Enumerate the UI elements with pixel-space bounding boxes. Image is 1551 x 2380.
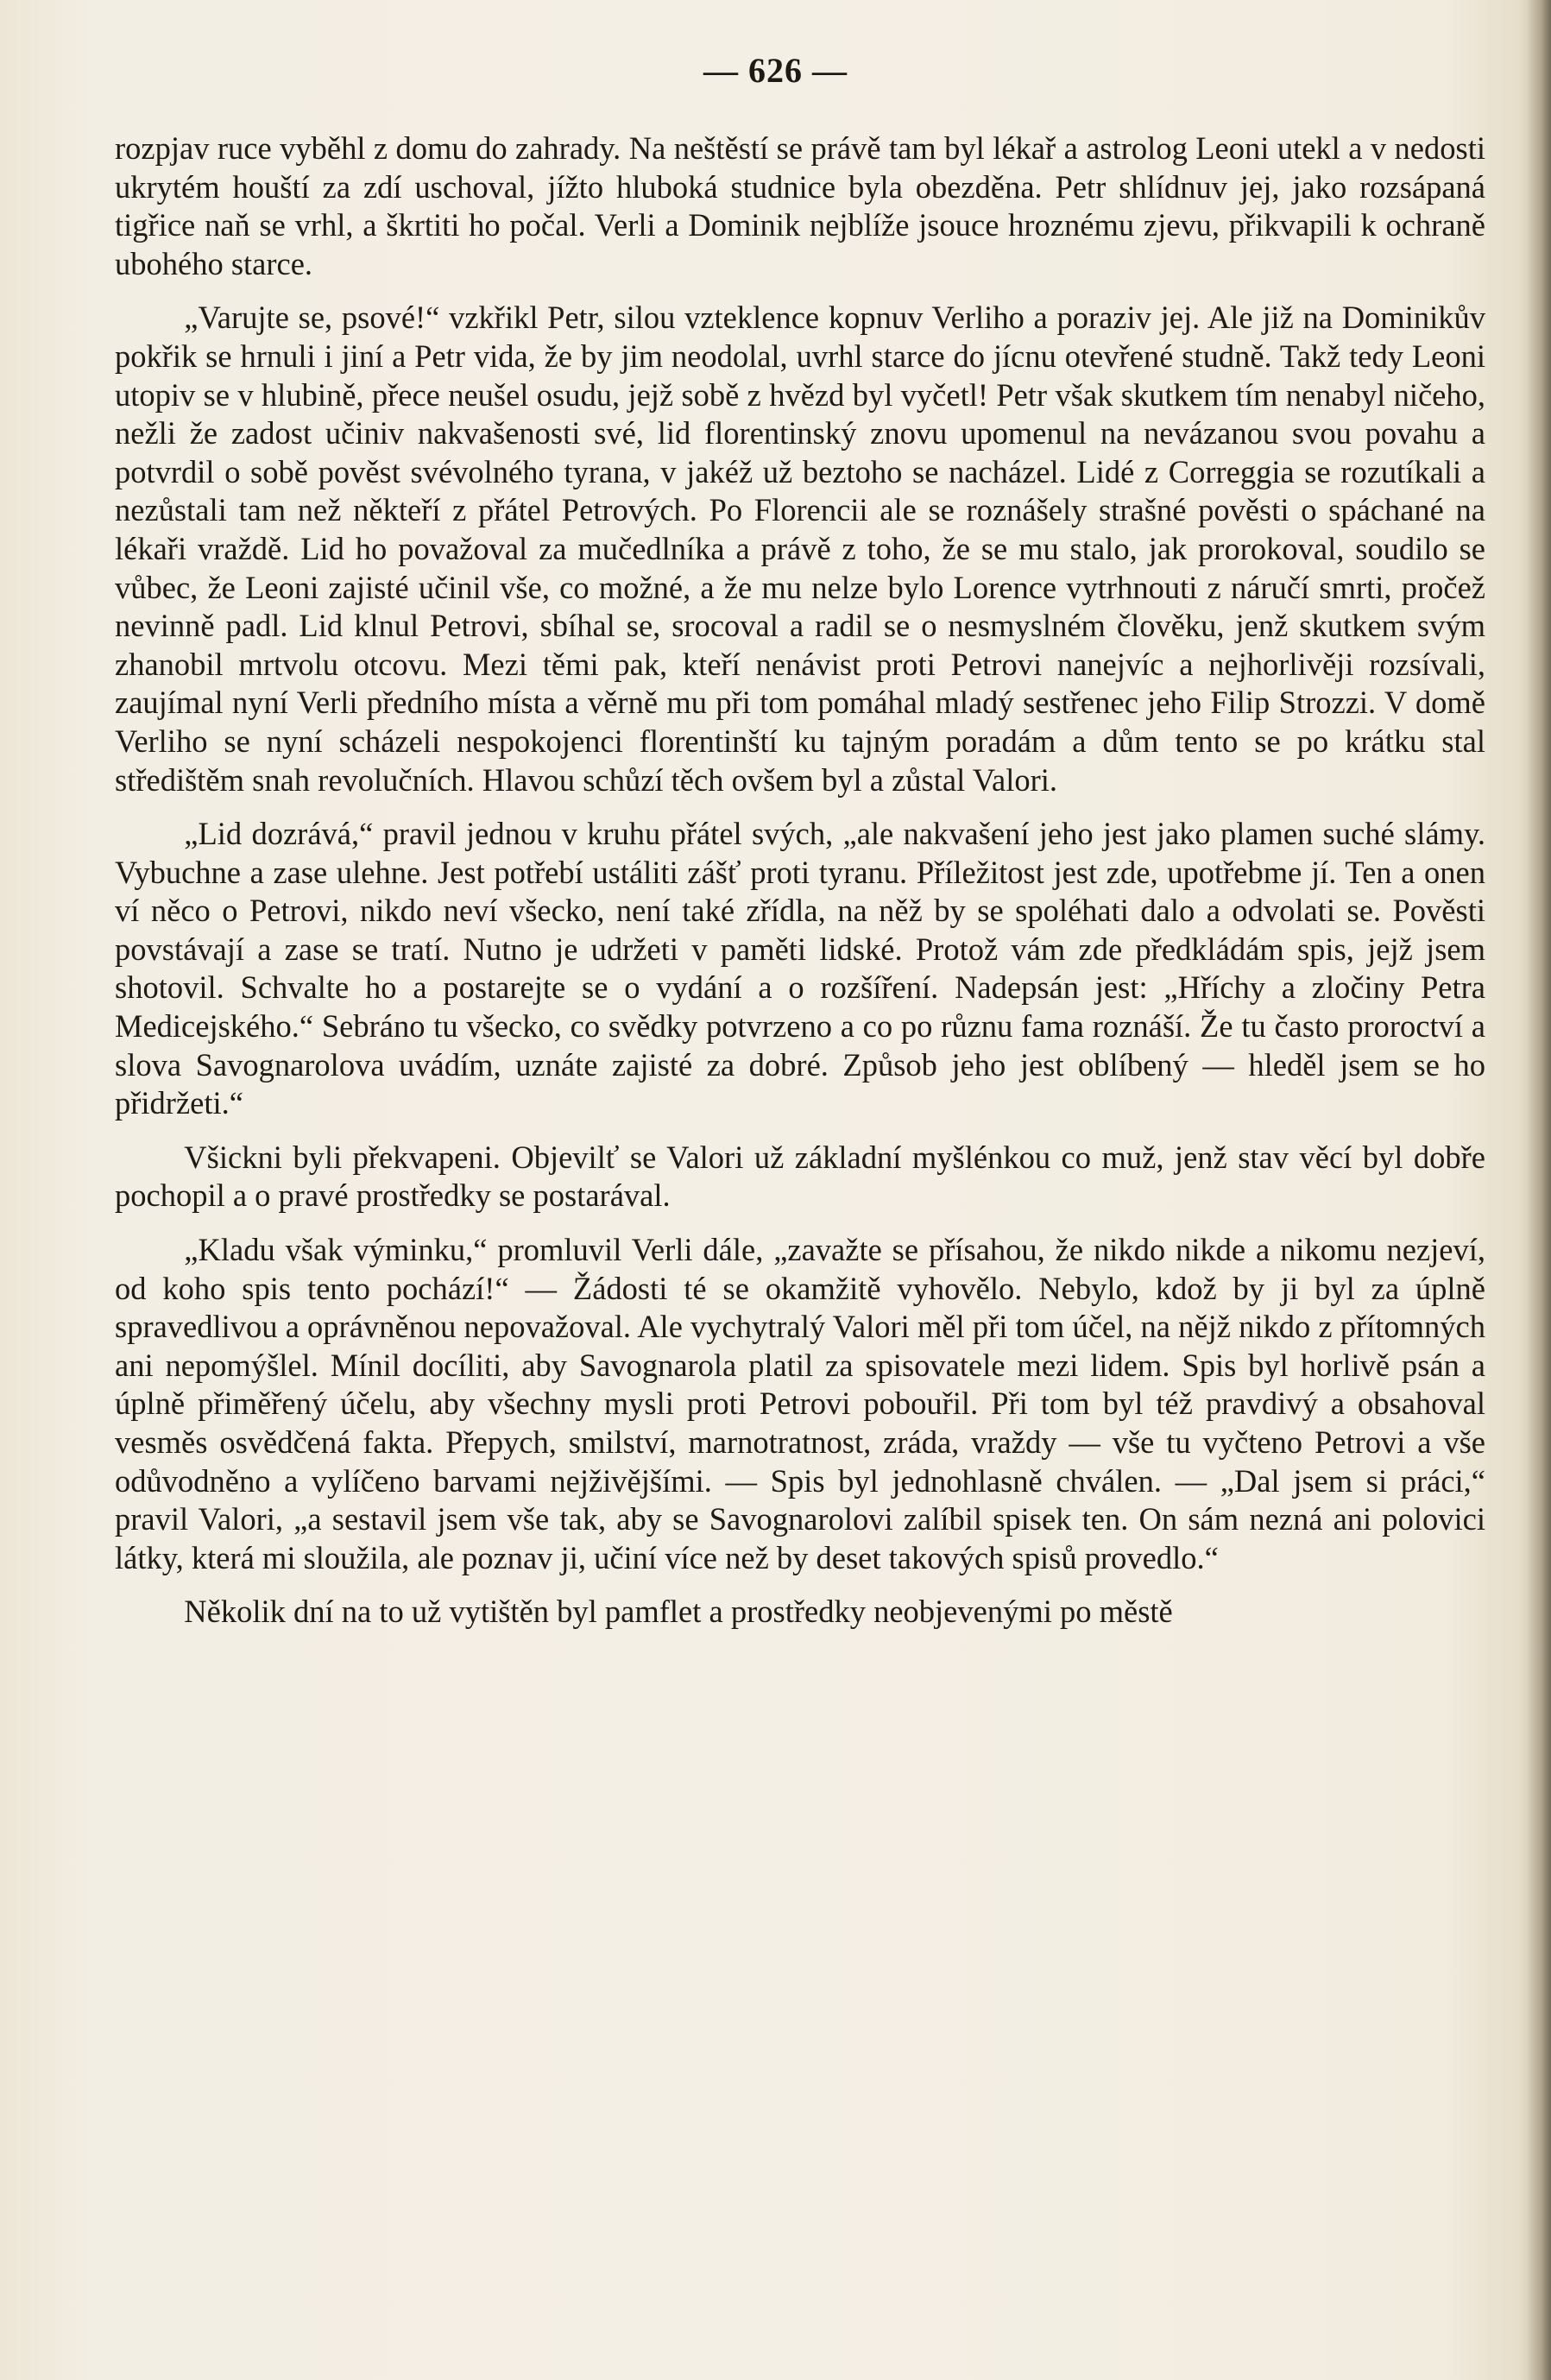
paragraph-petr-kick: „Varujte se, psové!“ vzkřikl Petr, silou vzteklence kopnuv Verliho a poraziv jej. Ale již na Dominikův pokřik se hrnuli i jiní a Petr vida, že by jim neodolal, uvrhl starce do jícnu otevřené studně. Takž tedy Leoni utopiv se v hlubině, přece neušel osudu, jejž sobě z hvězd byl vyčetl! Petr však skutkem tím nenabyl ničeho, nežli že zadost učiniv nakvašenosti své, lid florentinský znovu upomenul na nevázanou svou povahu a potvrdil o sobě pověst svévolného tyrana, v jakéž už beztoho se nacházel. Lidé z Correggia se rozutíkali a nezůstali tam než někteří z přátel Petrových. Po Florencii ale se roznášely strašné pověsti o spáchané na lékaři vraždě. Lid ho považoval za mučedlníka a právě z toho, že se mu stalo, jak prorokoval, soudilo se vůbec, že Leoni zajisté učinil vše, co možné, a že mu nelze bylo Lorence vytrhnouti z náručí smrti, pročež nevinně padl. Lid klnul Petrovi, sbíhal se, srocoval a radil se o nesmyslném člověku, jenž skutkem svým zhanobil mrtvolu otcovu. Mezi těmi pak, kteří nenávist proti Petrovi nanejvíc a nejhorlivěji rozsívali, zaujímal nyní Verli předního místa a věrně mu při tom pomáhal mladý sestřenec jeho Filip Strozzi. V domě Verliho se nyní scházeli nespokojenci florentinští ku tajným poradám a dům tento se po krátku stal středištěm snah revolučních. Hlavou schůzí těch ovšem byl a zůstal Valori. — [115, 300, 1485, 798]
paragraph-continuation: rozpjav ruce vyběhl z domu do zahrady. Na neštěstí se právě tam byl lékař a astrolog Leoni utekl a v nedosti ukrytém houští za zdí uschoval, jížto hluboká studnice byla obezděna. Petr shlídnuv jej, jako rozsápaná tigřice naň se vrhl, a škrtiti ho počal. Verli a Dominik nejblíže jsouce hroznému zjevu, přikvapili k ochraně ubohého starce. — [115, 130, 1485, 281]
body-text — [115, 129, 1485, 1632]
paragraph-pamphlet: Několik dní na to už vytištěn byl pamflet a prostředky neobjevenými po městě — [184, 1594, 1173, 1630]
paragraph-surprise: Všickni byli překvapeni. Objevilť se Valori už základní myšlénkou co muž, jenž stav věcí byl dobře pochopil a o pravé prostředky se postarával. — [115, 1139, 1485, 1214]
paragraph-oath: „Kladu však výminku,“ promluvil Verli dále, „zavažte se přísahou, že nikdo nikde a nikomu nezjeví, od koho spis tento pochází!“ — Žádosti té se okamžitě vyhovělo. Nebylo, kdož by ji byl za úplně spravedlivou a oprávněnou nepovažoval. Ale vychytralý Valori měl při tom účel, na nějž nikdo z přítomných ani nepomýšlel. Mínil docíliti, aby Savognarola platil za spisovatele mezi lidem. Spis byl horlivě psán a úplně přiměřený účelu, aby všechny mysli proti Petrovi pobouřil. Při tom byl též pravdivý a obsahoval vesměs osvědčená fakta. Přepych, smilství, marnotratnost, zráda, vraždy — vše tu vyčteno Petrovi a vše odůvodněno a vylíčeno barvami nejživějšími. — Spis byl jednohlasně chválen. — „Dal jsem si práci,“ pravil Valori, „a sestavil jsem vše tak, aby se Savognarolovi zalíbil spisek ten. On sám nezná ani polovici látky, která mi sloužila, ale poznav ji, učiní více než by deset takových spisů provedlo.“ — [115, 1232, 1485, 1575]
page-edge-shadow — [1527, 0, 1551, 2380]
paragraph-valori-speech: „Lid dozrává,“ pravil jednou v kruhu přátel svých, „ale nakvašení jeho jest jako plamen suché slámy. Vybuchne a zase ulehne. Jest potřebí ustáliti zášť proti tyranu. Příležitost jest zde, upotřebme jí. Ten a onen ví něco o Petrovi, nikdo neví všecko, není také zřídla, na něž by se spoléhati dalo a odvolati se. Pověsti povstávají a zase se tratí. Nutno je udržeti v paměti lidské. Protož vám zde předkládám spis, jejž jsem shotovil. Schvalte ho a postarejte se o vydání a o rozšíření. Nadepsán jest: „Hříchy a zločiny Petra Medicejského.“ Sebráno tu všecko, co svědky potvrzeno a co po různu fama roznáší. Že tu často proroctví a slova Savognarolova uvádím, uznáte zajisté za dobré. Způsob jeho jest oblíbený — hleděl jsem se ho přidržeti.“ — [115, 816, 1485, 1121]
page-number: — 626 — — [703, 51, 848, 90]
